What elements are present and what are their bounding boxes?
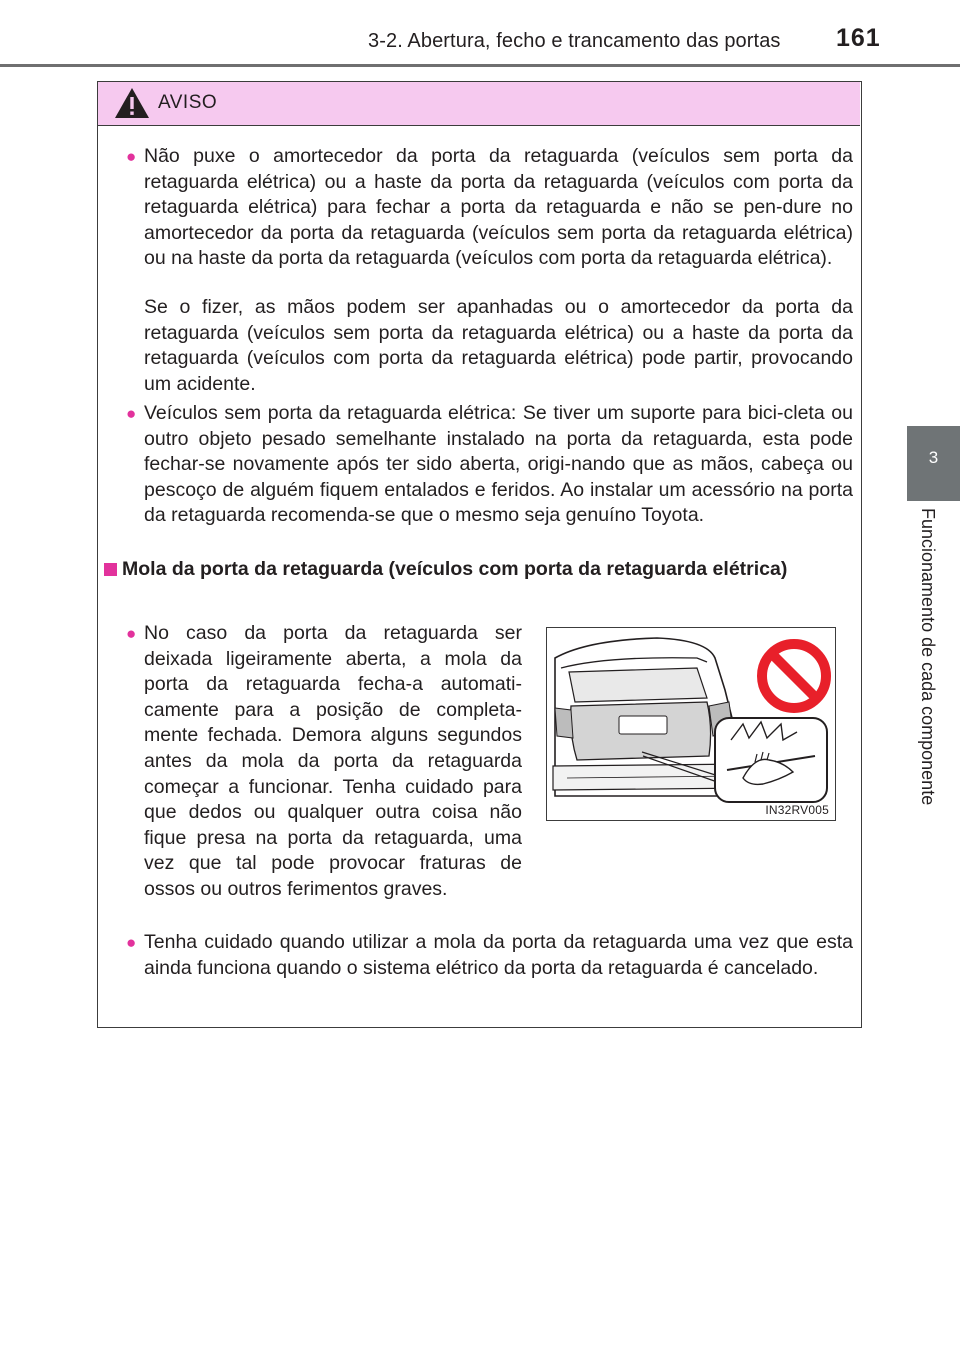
- warning-triangle-icon: [113, 86, 151, 120]
- chapter-number: 3: [928, 448, 939, 467]
- warning-item-4: Tenha cuidado quando utilizar a mola da porta da retaguarda uma vez que esta ainda funciona quando o sistema elétrico da porta da retaguarda é cancelado.: [144, 931, 853, 979]
- bullet-circle-icon: ●: [126, 933, 137, 952]
- chapter-label: Funcionamento de cada componente: [918, 508, 938, 806]
- prohibition-icon: [762, 644, 826, 708]
- tailgate-illustration: [546, 627, 836, 821]
- bullet-circle-icon: ●: [126, 624, 137, 643]
- bullet-circle-icon: ●: [126, 404, 137, 423]
- header-divider: [0, 64, 960, 67]
- illustration-code: IN32RV005: [765, 803, 829, 817]
- section-heading: Mola da porta da retaguarda (veículos com porta da retaguarda elétrica): [122, 558, 788, 580]
- warning-label: AVISO: [158, 92, 218, 113]
- heading-square-icon: [104, 563, 117, 576]
- warning-item-3: No caso da porta da retaguarda ser deixada ligeiramente aberta, a mola da porta da retaguarda fecha-a automati-camente para a posição de completa-mente fechada. Demora alguns segundos antes da mola da porta da retaguarda começar a funcionar. Tenha cuidado para que dedos ou qualquer outra coisa não fique presa na porta da retaguarda, uma vez que tal pode provocar fraturas de ossos ou outros ferimentos graves.: [144, 622, 522, 900]
- tailgate-drawing: [547, 628, 837, 822]
- warning-header: [98, 82, 860, 126]
- warning-item-1-consequence: Se o fizer, as mãos podem ser apanhadas ou o amortecedor da porta da retaguarda (veículos sem porta da retaguarda elétrica) ou a haste da porta da retaguarda (veículos com porta da retaguarda elétrica) pode partir, provocando um acidente.: [144, 296, 853, 395]
- bullet-circle-icon: ●: [126, 147, 137, 166]
- page-number: 161: [836, 24, 881, 52]
- warning-item-1: Não puxe o amortecedor da porta da retaguarda (veículos sem porta da retaguarda elétrica) ou a haste da porta da retaguarda (veículos com porta da retaguarda elétrica) para fechar a porta da retaguarda e não se pen-dure no amortecedor da porta da retaguarda (veículos sem porta da retaguarda elétrica) ou na haste da porta da retaguarda (veículos com porta da retaguarda elétrica).: [144, 145, 853, 270]
- warning-item-2: Veículos sem porta da retaguarda elétrica: Se tiver um suporte para bici-cleta ou outro objeto pesado semelhante instalado na porta da retaguarda, esta pode fechar-se novamente após ter sido aberta, origi-nando que as mãos, cabeça ou pescoço de alguém fiquem entalados e feridos. Ao instalar um acessório na porta da retaguarda recomenda-se que o mesmo seja genuíno Toyota.: [144, 402, 853, 527]
- section-title: 3-2. Abertura, fecho e trancamento das portas: [368, 30, 781, 52]
